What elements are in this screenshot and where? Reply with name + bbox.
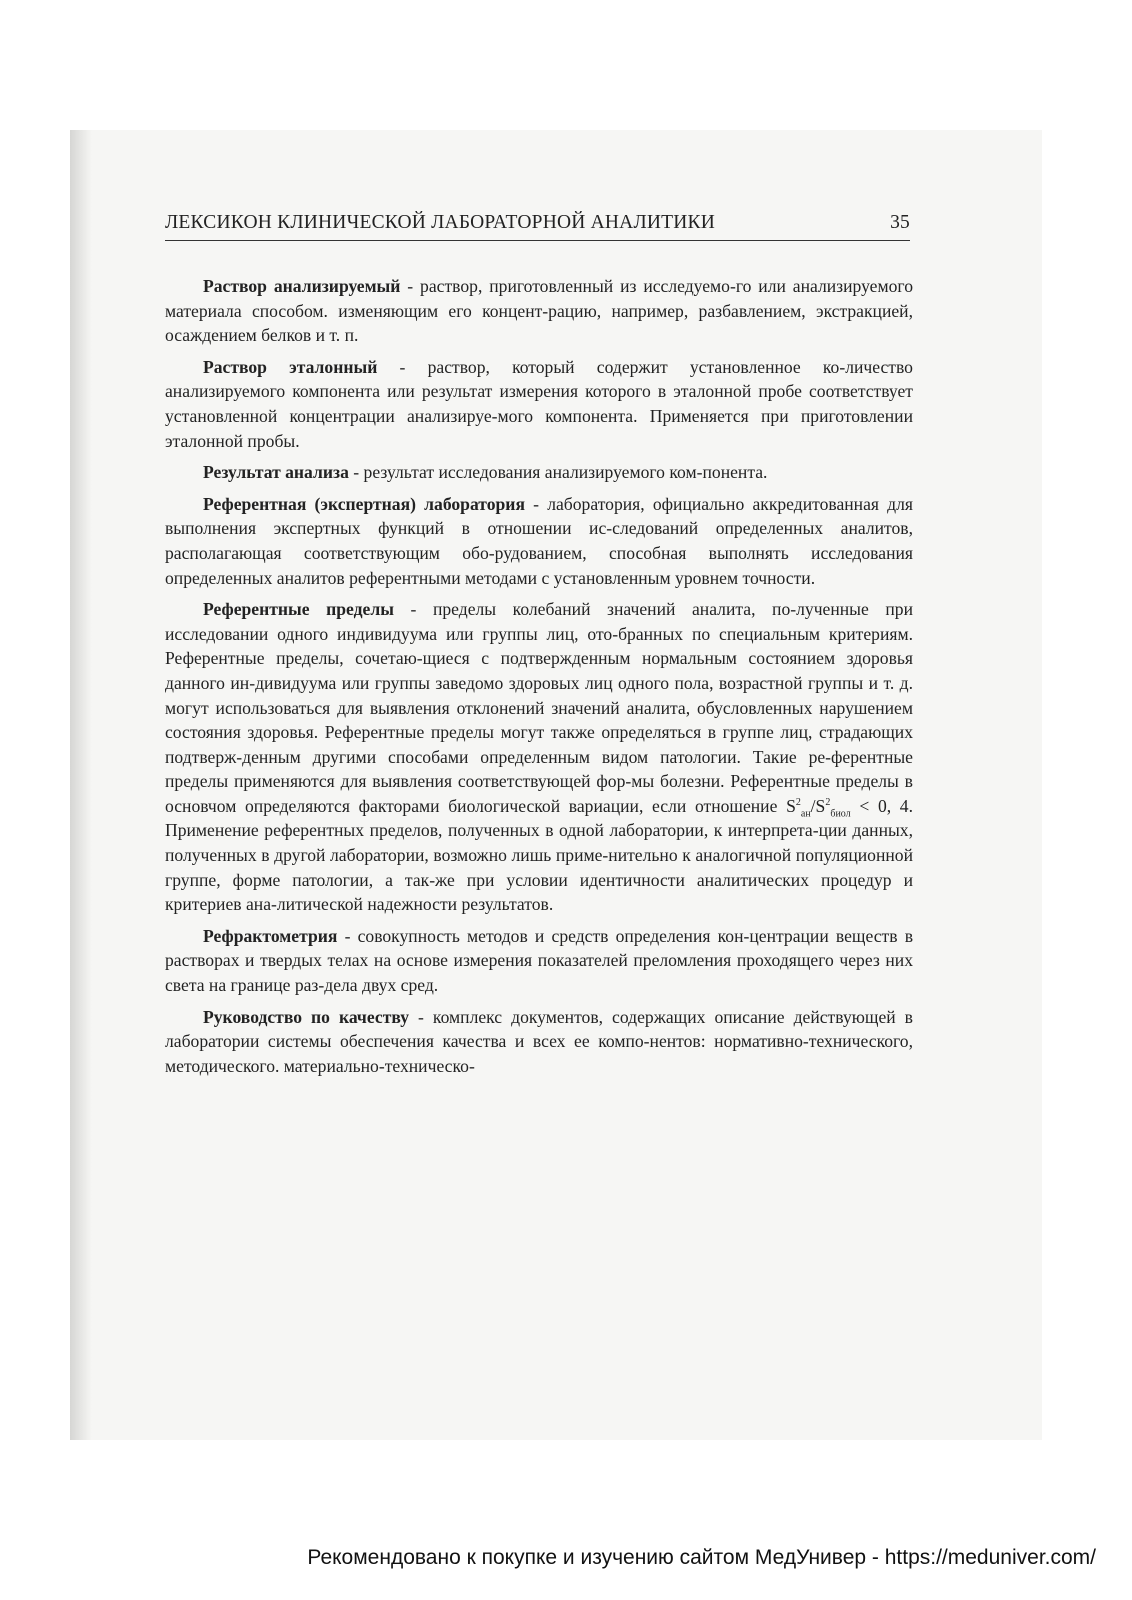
entry-definition: - раствор, который содержит установленное ко-личество анализируемого компонента или результат измерения которого в эталонной пробе соответствует установленной концентрации анализируе-мого компонента. Применяется при приготовлении эталонной пробы. [165,356,913,451]
formula-subscript: биол [830,808,851,820]
glossary-entry-rastvor-etalonnyi [165,355,913,453]
page-edge-shadow [70,130,92,1440]
glossary-entry-referentnye-predely [165,597,913,917]
glossary-entry-rukovodstvo-po-kachestvu [165,1005,913,1079]
entry-definition-part-b: < 0, 4. Применение референтных пределов, полученных в одной лаборатории, к интерпрета-ции данных, полученных в другой лаборатории, возможно лишь приме-нительно к аналогичной популяционной группе, форме патологии, а так-же при условии идентичности аналитических процедур и критериев ана-литической надежности результатов. [165,795,914,915]
entry-term: Рефрактометрия [203,925,338,946]
entry-term: Руководство по качеству [203,1006,410,1027]
entry-term: Раствор эталонный [203,356,378,377]
formula-divisor: /S [810,795,826,816]
glossary-entry-rezultat-analiza [165,460,913,485]
formula-superscript: 2 [825,797,831,809]
entry-term: Референтная (экспертная) лаборатория [203,493,525,514]
entry-term: Референтные пределы [203,599,394,620]
glossary-entry-refraktometriya [165,924,913,998]
header-rule [165,240,910,241]
entry-definition: - совокупность методов и средств определения кон-центрации веществ в растворах и твердых телах на основе измерения показателей преломления проходящего через них света на границе раз-дела двух сред. [165,925,913,996]
entry-definition: - результат исследования анализируемого ком-понента. [348,462,768,483]
running-title: ЛЕКСИКОН КЛИНИЧЕСКОЙ ЛАБОРАТОРНОЙ АНАЛИТИКИ [165,212,716,233]
entry-term: Раствор анализируемый [203,276,401,296]
entry-definition: - лаборатория, официально аккредитованная для выполнения экспертных функций в отношении ис-следований определенных аналитов, располагающая соответствующим обо-рудованием, способная выполнять исследования определенных аналитов референтными методами с установленным уровнем точности. [165,493,913,588]
entry-term: Результат анализа [203,462,349,483]
entry-definition-part-a: - пределы колебаний значений аналита, по-лученные при исследовании одного индивидуума или группы лиц, ото-бранных по специальным критериям. Референтные пределы, сочетаю-щиеся с подтвержденным нормальным состоянием здоровья данного ин-дивидуума или группы заведомо здоровых лиц одного пола, возрастной группы и т. д. могут использоваться для выявления отклонений значений аналита, обусловленных нарушением состояния здоровья. Референтные пределы могут также определяться в группе лиц, страдающих подтверж-денным другими способами определенным видом патологии. Такие ре-ферентные пределы применяются для выявления соответствующей фор-мы болезни. Референтные пределы в основчом определяются факторами биологической вариации, если отношение S [165,599,914,816]
entry-definition: - комплекс документов, содержащих описание действующей в лаборатории системы обеспечения качества и всех ее компо-нентов: нормативно-технического, методического. материально-техническо- [165,1006,913,1076]
entry-definition: - раствор, приготовленный из исследуемо-го или анализируемого материала способом. изменяющим его концент-рацию, например, разбавлением, экстракцией, осаждением белков и т. п. [165,276,913,346]
glossary-entry-rastvor-analiziruemyi [165,274,913,348]
formula-subscript: ан [800,808,811,820]
running-header [165,212,910,234]
glossary-entry-referentnaya-laboratoriya [165,492,913,590]
recommendation-footer: Рекомендовано к покупке и изучению сайтом МедУнивер - https://meduniver.com/ [307,1546,1096,1569]
glossary-text [165,274,913,1085]
page-number: 35 [890,212,910,233]
formula-superscript: 2 [795,797,801,809]
